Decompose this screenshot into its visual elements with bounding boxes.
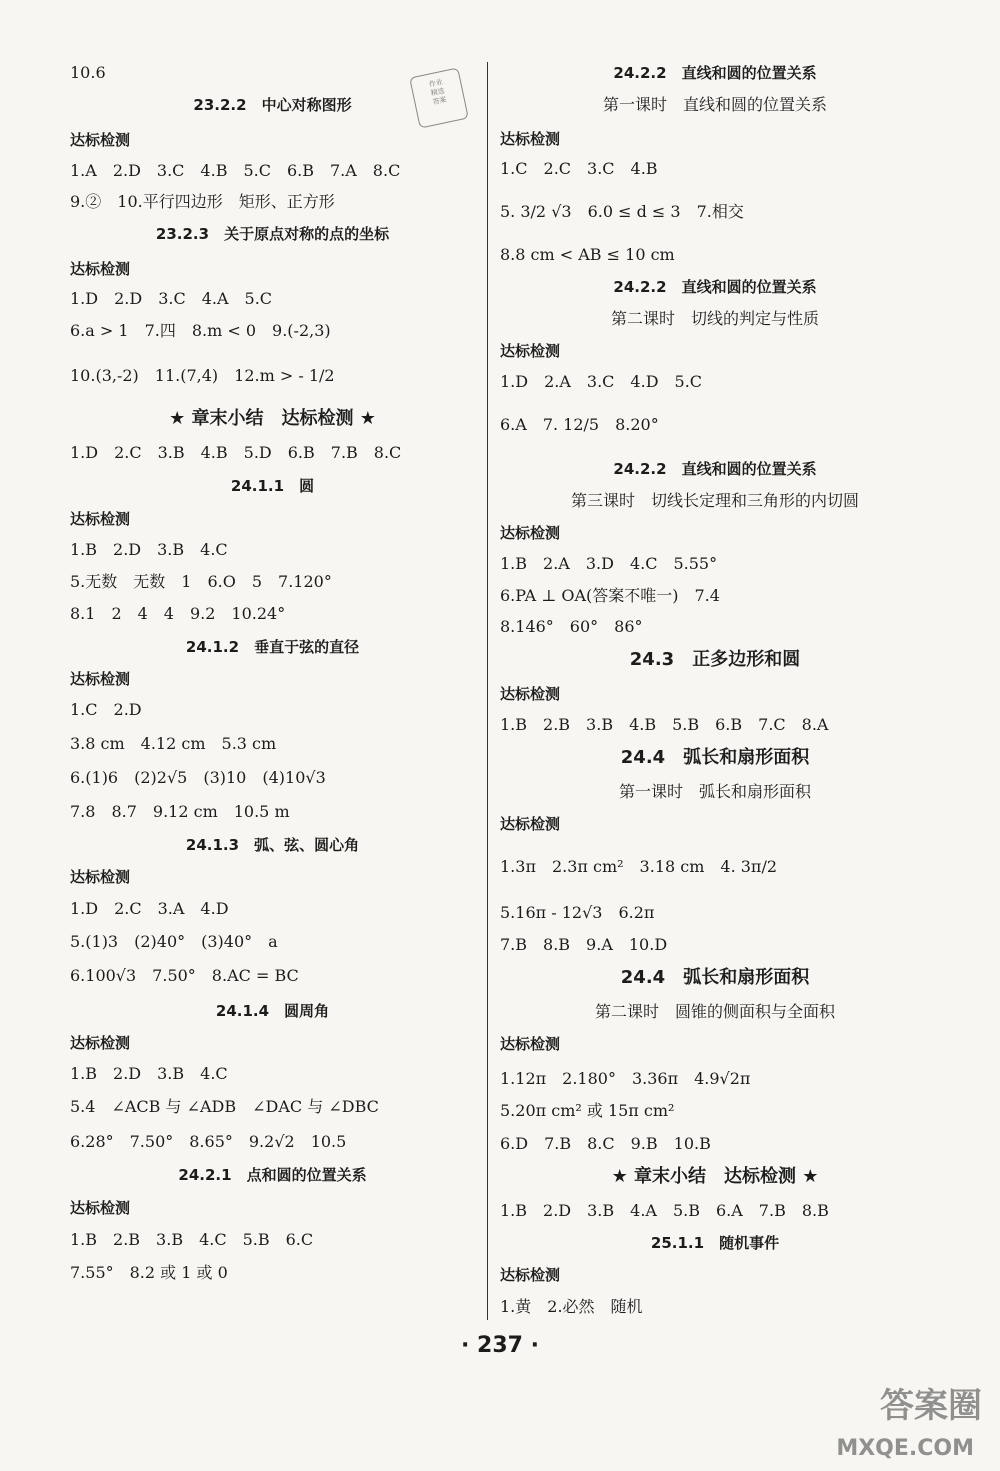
left-line: 达标检测 bbox=[70, 670, 131, 688]
right-line: 1.B 2.D 3.B 4.A 5.B 6.A 7.B 8.B bbox=[500, 1201, 829, 1220]
left-line: 达标检测 bbox=[70, 1034, 131, 1052]
page-number: · 237 · bbox=[461, 1333, 539, 1358]
left-line: 1.B 2.D 3.B 4.C bbox=[70, 1064, 228, 1083]
left-line: 24.2.1 点和圆的位置关系 bbox=[178, 1166, 367, 1184]
right-line: 1.D 2.A 3.C 4.D 5.C bbox=[500, 372, 703, 391]
right-line: 第三课时 切线长定理和三角形的内切圆 bbox=[570, 491, 859, 510]
left-line: 1.B 2.B 3.B 4.C 5.B 6.C bbox=[70, 1230, 314, 1249]
left-line: 6.(1)6 (2)2√5 (3)10 (4)10√3 bbox=[70, 768, 326, 787]
right-line: 1.12π 2.180° 3.36π 4.9√2π bbox=[500, 1069, 751, 1088]
right-line: 6.D 7.B 8.C 9.B 10.B bbox=[500, 1134, 711, 1153]
left-line: 9.② 10.平行四边形 矩形、正方形 bbox=[70, 192, 335, 211]
left-line: 6.a > 1 7.四 8.m < 0 9.(-2,3) bbox=[70, 321, 331, 340]
left-line: 10.6 bbox=[70, 63, 106, 82]
right-line: 达标检测 bbox=[500, 685, 561, 703]
left-line: 7.55° 8.2 或 1 或 0 bbox=[70, 1263, 228, 1282]
right-line: 达标检测 bbox=[500, 342, 561, 360]
right-line: 第二课时 圆锥的侧面积与全面积 bbox=[594, 1002, 835, 1021]
left-line: 8.1 2 4 4 9.2 10.24° bbox=[70, 604, 286, 623]
left-line: 6.28° 7.50° 8.65° 9.2√2 10.5 bbox=[70, 1132, 347, 1151]
right-line: 1.C 2.C 3.C 4.B bbox=[500, 159, 658, 178]
right-line: 达标检测 bbox=[500, 1035, 561, 1053]
left-line: ★ 章末小结 达标检测 ★ bbox=[169, 408, 376, 429]
left-line: 10.(3,-2) 11.(7,4) 12.m > - 1/2 bbox=[70, 366, 335, 385]
left-line: 6.100√3 7.50° 8.AC = BC bbox=[70, 966, 299, 985]
right-line: 24.3 正多边形和圆 bbox=[629, 649, 801, 670]
left-line: 1.B 2.D 3.B 4.C bbox=[70, 540, 228, 559]
left-line: 1.D 2.C 3.A 4.D bbox=[70, 899, 229, 918]
right-line: 达标检测 bbox=[500, 1266, 561, 1284]
right-line: 24.2.2 直线和圆的位置关系 bbox=[613, 64, 817, 82]
right-line: 1.黄 2.必然 随机 bbox=[500, 1297, 643, 1316]
left-line: 1.D 2.D 3.C 4.A 5.C bbox=[70, 289, 273, 308]
right-line: 达标检测 bbox=[500, 524, 561, 542]
right-line: 第一课时 弧长和扇形面积 bbox=[618, 782, 811, 801]
right-line: 24.2.2 直线和圆的位置关系 bbox=[613, 278, 817, 296]
right-line: 达标检测 bbox=[500, 815, 561, 833]
left-line: 1.D 2.C 3.B 4.B 5.D 6.B 7.B 8.C bbox=[70, 443, 402, 462]
right-line: 达标检测 bbox=[500, 130, 561, 148]
right-line: 25.1.1 随机事件 bbox=[650, 1234, 780, 1252]
right-line: 1.3π 2.3π cm² 3.18 cm 4. 3π/2 bbox=[500, 857, 778, 876]
watermark-logo: 答案圈 bbox=[880, 1386, 982, 1426]
right-line: 8.146° 60° 86° bbox=[500, 617, 643, 636]
right-line: 5.20π cm² 或 15π cm² bbox=[500, 1101, 675, 1120]
left-line: 23.2.3 关于原点对称的点的坐标 bbox=[155, 225, 390, 243]
right-line: 1.B 2.A 3.D 4.C 5.55° bbox=[500, 554, 718, 573]
right-line: 1.B 2.B 3.B 4.B 5.B 6.B 7.C 8.A bbox=[500, 715, 829, 734]
left-line: 5.(1)3 (2)40° (3)40° a bbox=[70, 932, 278, 951]
stamp-logo: 作业 精选 答案 bbox=[409, 67, 469, 128]
column-divider bbox=[487, 62, 488, 1320]
left-line: 达标检测 bbox=[70, 868, 131, 886]
left-line: 24.1.2 垂直于弦的直径 bbox=[185, 638, 360, 656]
right-line: 24.2.2 直线和圆的位置关系 bbox=[613, 460, 817, 478]
right-line: 24.4 弧长和扇形面积 bbox=[620, 967, 810, 988]
left-line: 23.2.2 中心对称图形 bbox=[193, 96, 352, 114]
left-line: 5.无数 无数 1 6.O 5 7.120° bbox=[70, 572, 332, 591]
right-line: 8.8 cm < AB ≤ 10 cm bbox=[500, 245, 675, 264]
left-line: 5.4 ∠ACB 与 ∠ADB ∠DAC 与 ∠DBC bbox=[70, 1097, 379, 1116]
right-line: 7.B 8.B 9.A 10.D bbox=[500, 935, 668, 954]
left-line: 24.1.4 圆周角 bbox=[215, 1002, 330, 1020]
right-line: 第二课时 切线的判定与性质 bbox=[610, 309, 819, 328]
right-line: ★ 章末小结 达标检测 ★ bbox=[611, 1166, 819, 1187]
right-line: 6.PA ⊥ OA(答案不唯一) 7.4 bbox=[500, 586, 720, 605]
left-line: 达标检测 bbox=[70, 131, 131, 149]
right-line: 24.4 弧长和扇形面积 bbox=[620, 747, 810, 768]
right-line: 第一课时 直线和圆的位置关系 bbox=[602, 95, 827, 114]
right-line: 6.A 7. 12/5 8.20° bbox=[500, 415, 659, 434]
right-line: 5.16π - 12√3 6.2π bbox=[500, 903, 655, 922]
left-line: 1.C 2.D bbox=[70, 700, 142, 719]
left-line: 达标检测 bbox=[70, 510, 131, 528]
right-line: 5. 3/2 √3 6.0 ≤ d ≤ 3 7.相交 bbox=[500, 202, 744, 221]
left-line: 24.1.3 弧、弦、圆心角 bbox=[185, 836, 360, 854]
left-line: 7.8 8.7 9.12 cm 10.5 m bbox=[70, 802, 290, 821]
left-line: 1.A 2.D 3.C 4.B 5.C 6.B 7.A 8.C bbox=[70, 161, 401, 180]
watermark-url: MXQE.COM bbox=[836, 1436, 974, 1461]
left-line: 24.1.1 圆 bbox=[230, 477, 315, 495]
left-line: 达标检测 bbox=[70, 260, 131, 278]
left-line: 3.8 cm 4.12 cm 5.3 cm bbox=[70, 734, 277, 753]
left-line: 达标检测 bbox=[70, 1199, 131, 1217]
